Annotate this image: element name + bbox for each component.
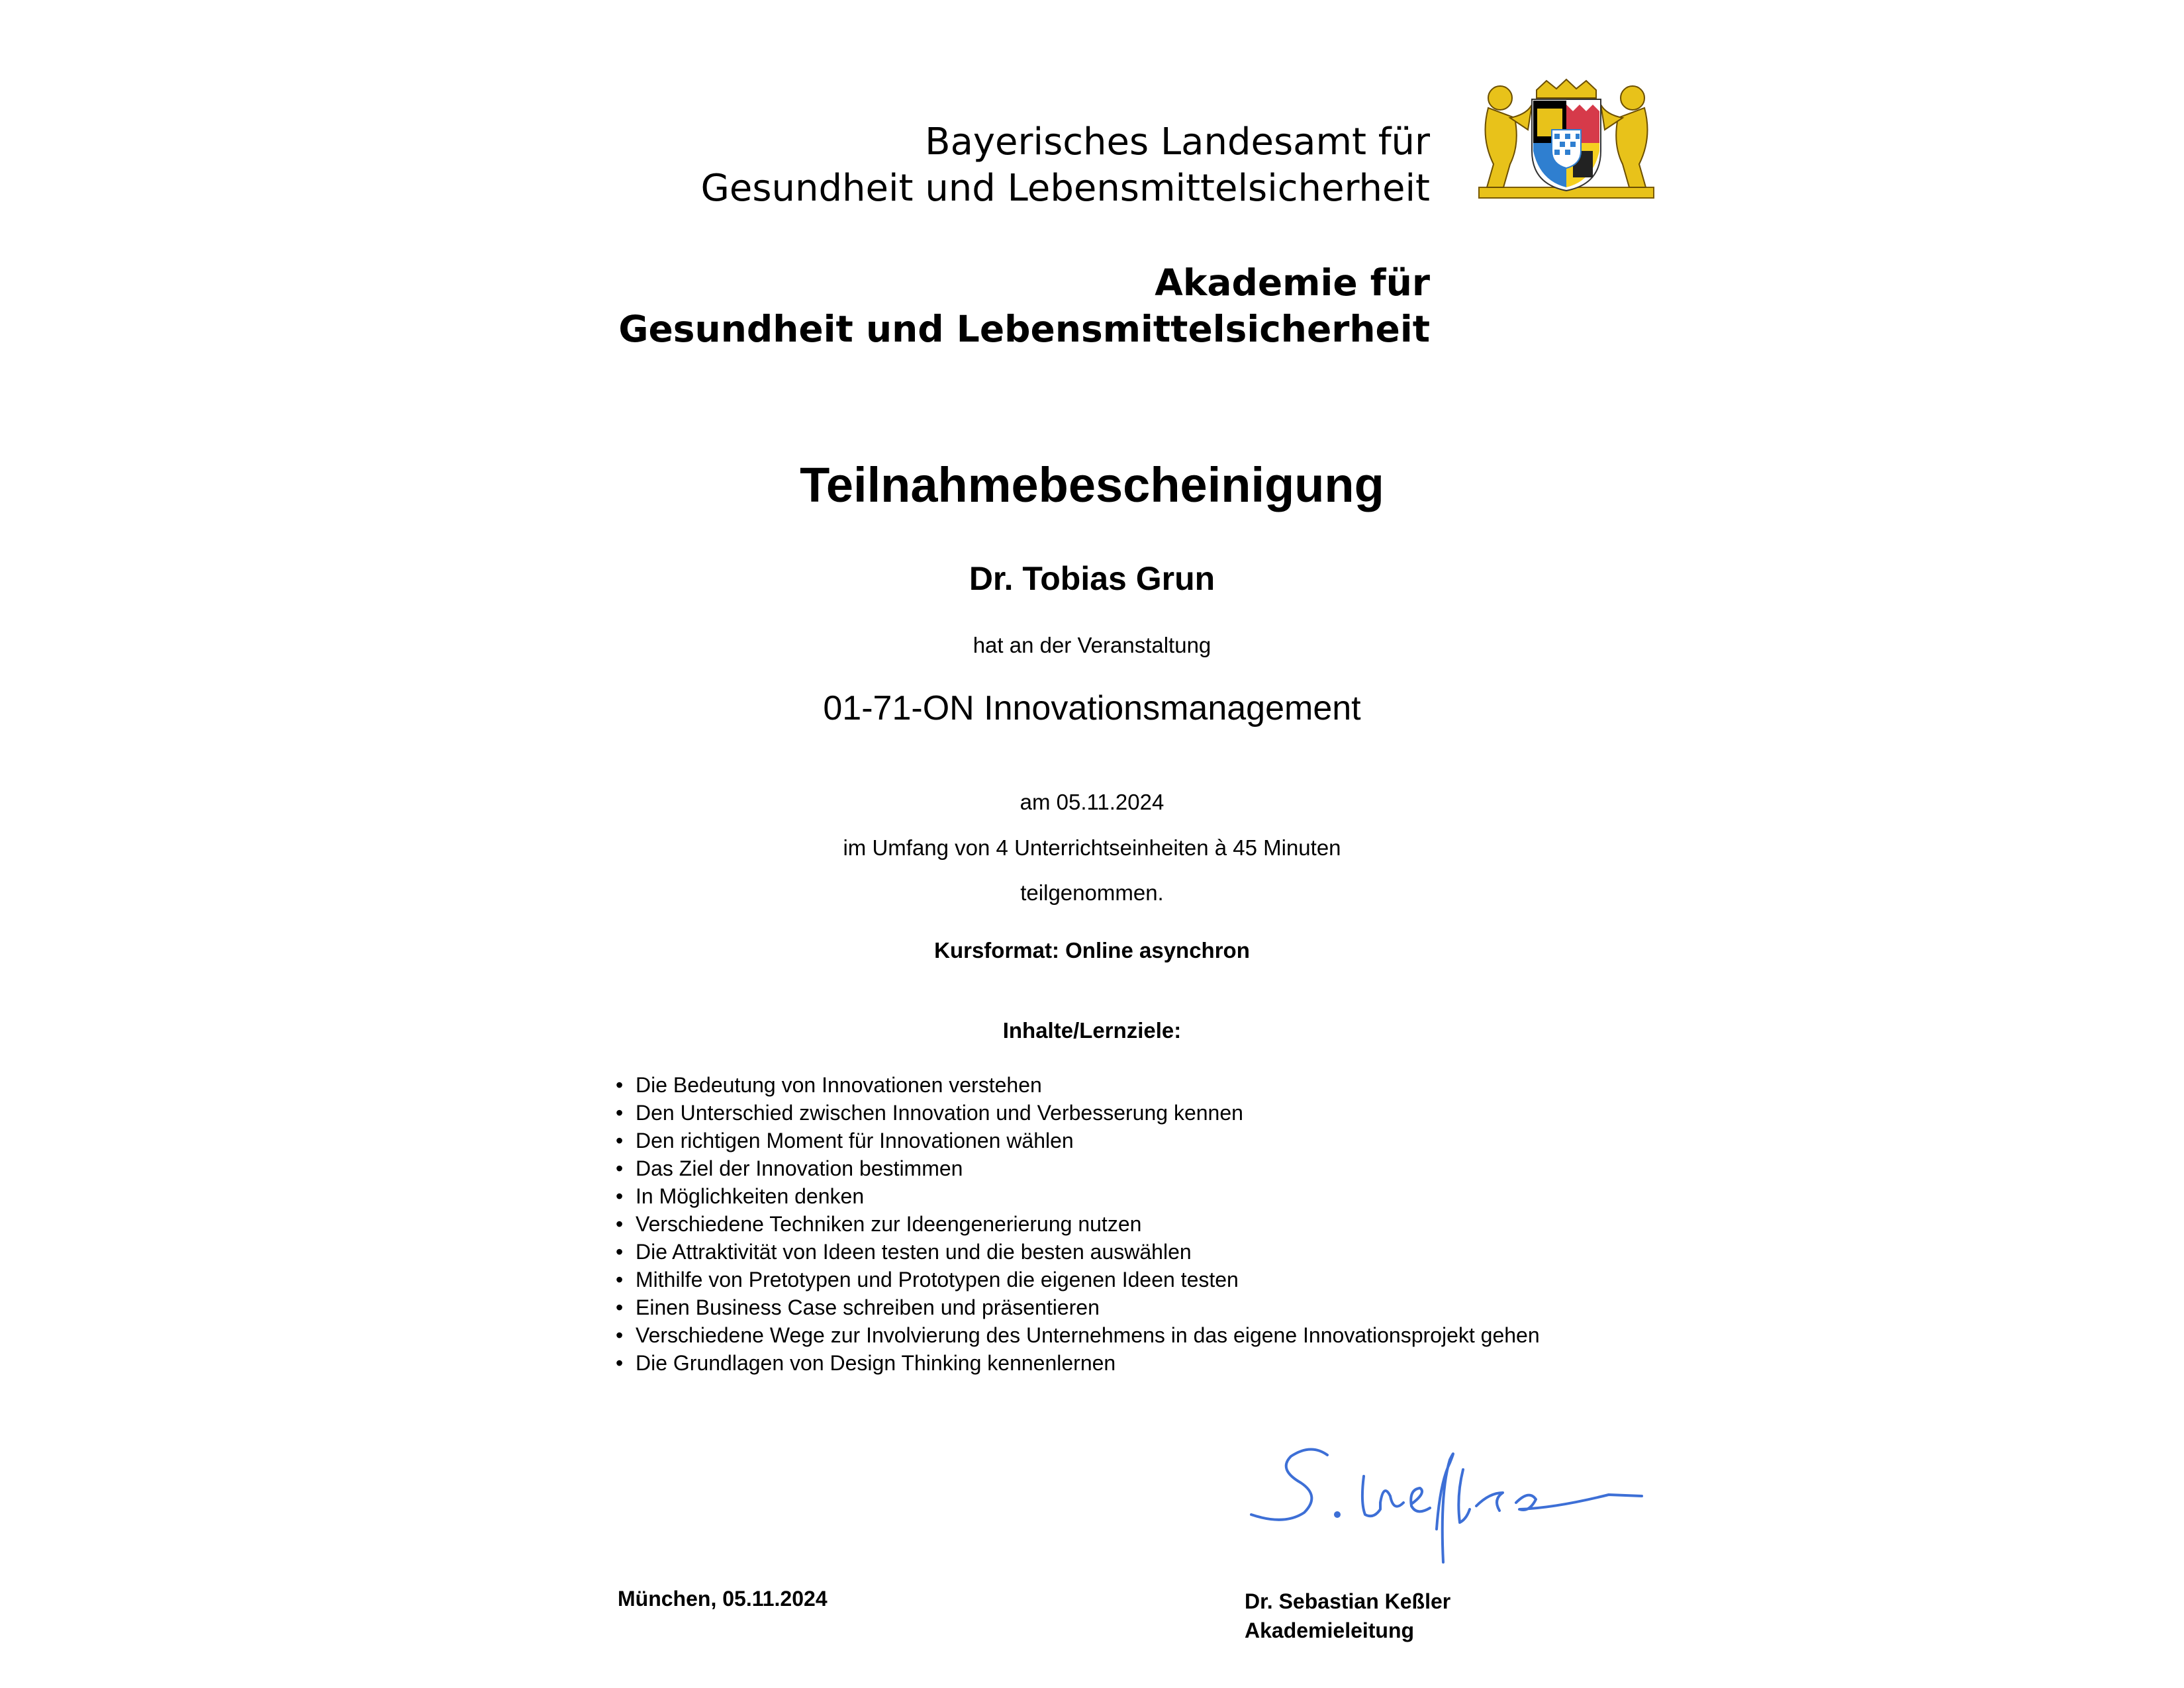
- authority-name: [596, 119, 1430, 212]
- signer-role: Akademieleitung: [1245, 1618, 1415, 1642]
- list-item: • Verschiedene Techniken zur Ideengenerierung nutzen: [616, 1210, 1540, 1238]
- list-item: • Die Bedeutung von Innovationen verstehen: [616, 1071, 1540, 1099]
- list-item: • Den richtigen Moment für Innovationen wählen: [616, 1127, 1540, 1154]
- certificate-title: Teilnahmebescheinigung: [800, 457, 1384, 512]
- learning-goals-list: [616, 1071, 1540, 1377]
- list-item: • Mithilfe von Pretotypen und Prototypen die eigenen Ideen testen: [616, 1266, 1540, 1293]
- course-format: Kursformat: Online asynchron: [934, 938, 1250, 962]
- list-item: • Den Unterschied zwischen Innovation und Verbesserung kennen: [616, 1099, 1540, 1127]
- completion-text: teilgenommen.: [1020, 880, 1164, 905]
- list-item: • Verschiedene Wege zur Involvierung des Unternehmens in das eigene Innovationsprojekt gehen: [616, 1321, 1540, 1349]
- list-item: • Die Grundlagen von Design Thinking kennenlernen: [616, 1349, 1540, 1377]
- list-item: • Das Ziel der Innovation bestimmen: [616, 1154, 1540, 1182]
- intro-text: hat an der Veranstaltung: [973, 633, 1211, 657]
- goals-heading: Inhalte/Lernziele:: [1002, 1018, 1182, 1043]
- place-date: München, 05.11.2024: [618, 1587, 828, 1611]
- authority-line-2: Gesundheit und Lebensmittelsicherheit: [700, 167, 1430, 210]
- participant-name: Dr. Tobias Grun: [969, 560, 1215, 597]
- list-item: • Einen Business Case schreiben und präsentieren: [616, 1293, 1540, 1321]
- authority-line-1: Bayerisches Landesamt für: [925, 120, 1430, 164]
- signer-block: [1245, 1587, 1450, 1645]
- list-item: • In Möglichkeiten denken: [616, 1182, 1540, 1210]
- handwritten-signature: [1238, 1430, 1662, 1589]
- academy-line-2: Gesundheit und Lebensmittelsicherheit: [618, 308, 1430, 350]
- academy-line-1: Akademie für: [1155, 261, 1430, 304]
- scope-line: im Umfang von 4 Unterrichtseinheiten à 45 Minuten: [843, 835, 1341, 860]
- signer-name: Dr. Sebastian Keßler: [1245, 1589, 1451, 1613]
- academy-name: [596, 259, 1430, 352]
- course-title: 01-71-ON Innovationsmanagement: [823, 689, 1361, 727]
- date-line: am 05.11.2024: [1020, 790, 1164, 814]
- bavarian-coat-of-arms-icon: [1474, 78, 1659, 201]
- list-item: • Die Attraktivität von Ideen testen und die besten auswählen: [616, 1238, 1540, 1266]
